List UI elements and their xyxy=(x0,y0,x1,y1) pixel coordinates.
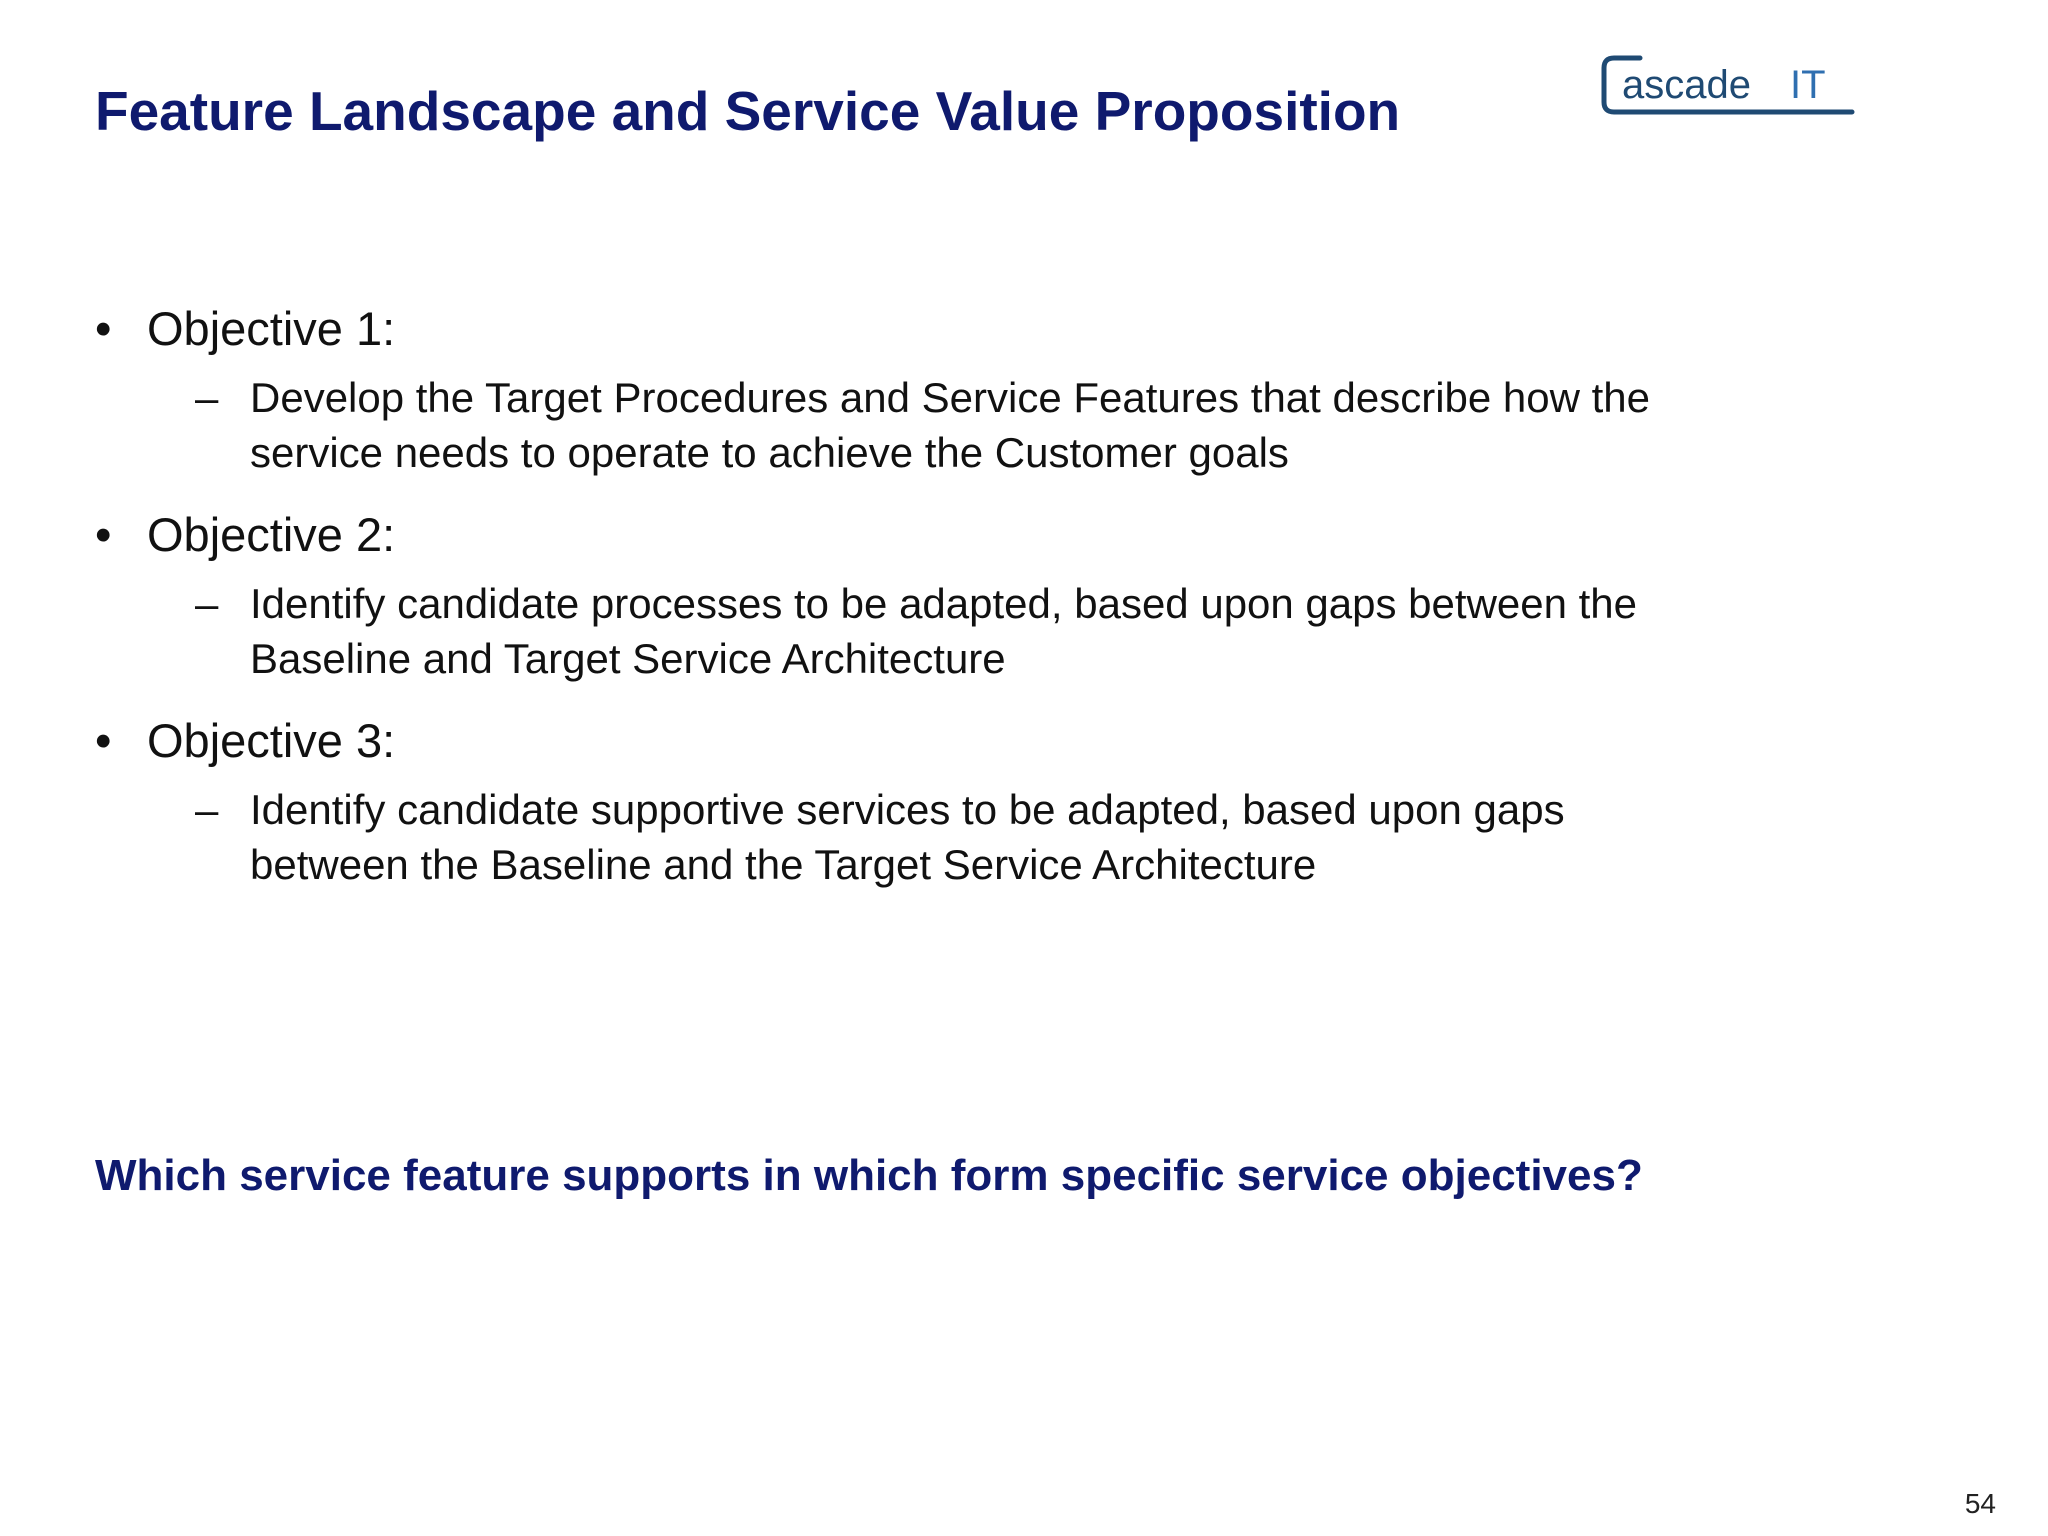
page-number: 54 xyxy=(1964,1488,1996,1519)
objective-detail-line: Identify candidate processes to be adapted, based upon gaps between the xyxy=(250,580,1638,627)
dash-icon: – xyxy=(195,580,219,627)
objective-detail-line: service needs to operate to achieve the Customer goals xyxy=(250,429,1289,476)
objectives-list xyxy=(95,300,1855,918)
dash-icon: – xyxy=(195,786,219,833)
slide-title: Feature Landscape and Service Value Proposition xyxy=(95,80,1401,142)
objective-heading: Objective 3: xyxy=(147,714,396,767)
bullet-icon: • xyxy=(95,508,112,561)
objective-detail-line: between the Baseline and the Target Service Architecture xyxy=(250,841,1317,888)
key-question: Which service feature supports in which form specific service objectives? xyxy=(95,1151,1643,1200)
objective-detail-line: Develop the Target Procedures and Service Features that describe how the xyxy=(250,374,1651,421)
logo-text-suffix: IT xyxy=(1790,63,1826,107)
objective-detail-line: Baseline and Target Service Architecture xyxy=(250,635,1006,682)
objective-item-2 xyxy=(95,506,1855,686)
cascadeit-logo xyxy=(1600,52,1860,122)
logo-text-prefix: ascade xyxy=(1622,63,1751,107)
objective-heading: Objective 2: xyxy=(147,508,396,561)
objective-item-1 xyxy=(95,300,1855,480)
objective-heading: Objective 1: xyxy=(147,302,396,355)
dash-icon: – xyxy=(195,374,219,421)
objective-item-3 xyxy=(95,712,1855,892)
objective-detail-line: Identify candidate supportive services to be adapted, based upon gaps xyxy=(250,786,1565,833)
bullet-icon: • xyxy=(95,714,112,767)
bullet-icon: • xyxy=(95,302,112,355)
